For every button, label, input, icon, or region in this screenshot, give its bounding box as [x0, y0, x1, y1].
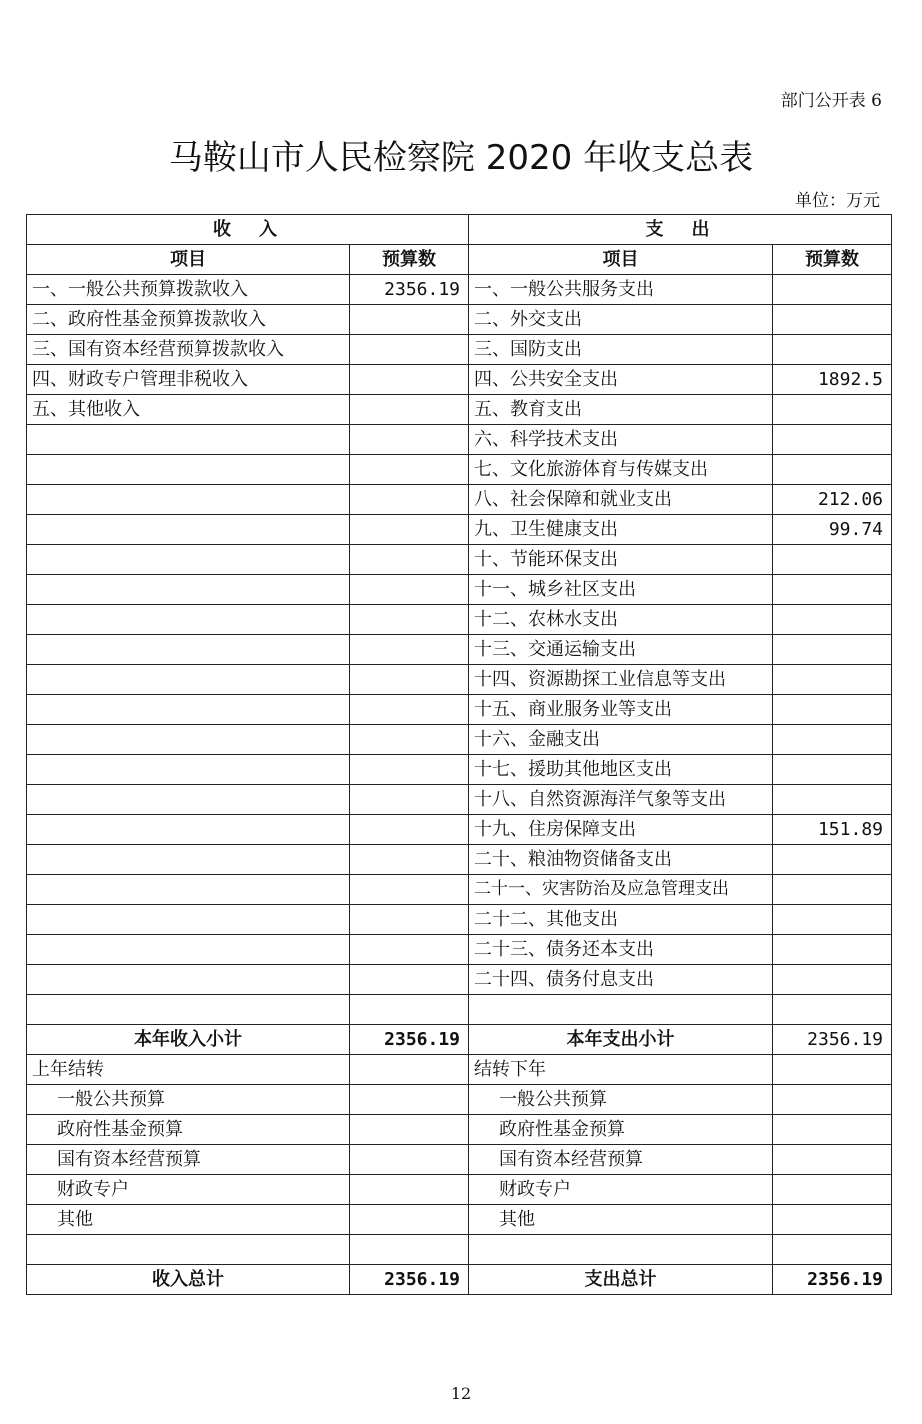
expense-value-cell	[773, 545, 892, 575]
income-item-cell: 五、其他收入	[27, 395, 350, 425]
expense-item-cell: 十四、资源勘探工业信息等支出	[469, 665, 773, 695]
income-section-header: 收入	[27, 215, 469, 245]
income-item-cell	[27, 635, 350, 665]
expense-value-cell	[773, 605, 892, 635]
table-row	[27, 545, 892, 575]
expense-value-cell	[773, 635, 892, 665]
table-row	[27, 425, 892, 455]
expense-value-cell	[773, 785, 892, 815]
income-carry-value	[350, 1055, 469, 1085]
income-item-cell	[27, 815, 350, 845]
expense-carry-item: 政府性基金预算	[469, 1115, 773, 1145]
table-row	[27, 785, 892, 815]
income-value-cell	[350, 575, 469, 605]
income-item-cell	[27, 695, 350, 725]
income-carry-item-value	[350, 1145, 469, 1175]
expense-carry-item-value	[773, 1175, 892, 1205]
table-row	[27, 755, 892, 785]
income-value-cell	[350, 935, 469, 965]
expense-carry-item-value	[773, 1205, 892, 1235]
income-value-cell	[350, 545, 469, 575]
table-row	[27, 665, 892, 695]
expense-value-cell	[773, 305, 892, 335]
income-value-cell: 2356.19	[350, 275, 469, 305]
blank-row	[27, 1235, 892, 1265]
budget-summary-table	[26, 214, 892, 1295]
income-item-cell	[27, 935, 350, 965]
expense-value-cell	[773, 575, 892, 605]
expense-carry-item-value	[773, 1085, 892, 1115]
expense-item-cell: 八、社会保障和就业支出	[469, 485, 773, 515]
income-carry-item-value	[350, 1205, 469, 1235]
income-value-cell	[350, 605, 469, 635]
expense-value-cell	[773, 395, 892, 425]
expense-value-cell	[773, 425, 892, 455]
carry-item-row	[27, 1115, 892, 1145]
expense-value-cell	[773, 455, 892, 485]
expense-value-cell	[773, 725, 892, 755]
blank-cell	[469, 1235, 773, 1265]
income-carry-item: 一般公共预算	[27, 1085, 350, 1115]
expense-value-cell	[773, 845, 892, 875]
expense-carry-item: 一般公共预算	[469, 1085, 773, 1115]
unit-label: 单位：万元	[795, 191, 880, 211]
table-row	[27, 485, 892, 515]
income-item-cell	[27, 725, 350, 755]
expense-value-cell	[773, 755, 892, 785]
expense-subtotal-value: 2356.19	[773, 1025, 892, 1055]
expense-value-cell	[773, 995, 892, 1025]
income-item-cell	[27, 845, 350, 875]
income-item-cell	[27, 575, 350, 605]
income-item-cell	[27, 545, 350, 575]
expense-value-cell	[773, 965, 892, 995]
expense-carry-label: 结转下年	[469, 1055, 773, 1085]
table-row	[27, 905, 892, 935]
income-item-cell	[27, 785, 350, 815]
income-item-cell	[27, 455, 350, 485]
income-item-cell	[27, 755, 350, 785]
income-value-cell	[350, 635, 469, 665]
expense-value-cell	[773, 335, 892, 365]
income-carry-item-value	[350, 1175, 469, 1205]
income-value-cell	[350, 485, 469, 515]
expense-item-cell: 二十二、其他支出	[469, 905, 773, 935]
income-item-cell	[27, 905, 350, 935]
income-carry-item-value	[350, 1085, 469, 1115]
expense-item-cell: 十八、自然资源海洋气象等支出	[469, 785, 773, 815]
income-value-cell	[350, 875, 469, 905]
income-value-cell	[350, 845, 469, 875]
table-row	[27, 335, 892, 365]
expense-carry-item: 财政专户	[469, 1175, 773, 1205]
income-value-cell	[350, 305, 469, 335]
income-value-cell	[350, 785, 469, 815]
table-row	[27, 845, 892, 875]
income-item-header: 项目	[27, 245, 350, 275]
expense-item-cell: 五、教育支出	[469, 395, 773, 425]
income-carry-label: 上年结转	[27, 1055, 350, 1085]
subtotal-row	[27, 1025, 892, 1055]
income-item-cell	[27, 515, 350, 545]
expense-item-cell: 十五、商业服务业等支出	[469, 695, 773, 725]
expense-item-cell: 二十四、债务付息支出	[469, 965, 773, 995]
expense-item-cell: 四、公共安全支出	[469, 365, 773, 395]
income-item-cell: 四、财政专户管理非税收入	[27, 365, 350, 395]
income-value-cell	[350, 425, 469, 455]
income-value-cell	[350, 695, 469, 725]
expense-item-cell	[469, 995, 773, 1025]
expense-item-cell: 二十一、灾害防治及应急管理支出	[469, 875, 773, 905]
expense-item-header: 项目	[469, 245, 773, 275]
table-row	[27, 365, 892, 395]
carry-item-row	[27, 1145, 892, 1175]
table-row	[27, 725, 892, 755]
expense-item-cell: 十二、农林水支出	[469, 605, 773, 635]
table-row	[27, 275, 892, 305]
table-row	[27, 965, 892, 995]
table-row	[27, 395, 892, 425]
income-item-cell	[27, 995, 350, 1025]
expense-item-cell: 十、节能环保支出	[469, 545, 773, 575]
expense-carry-value	[773, 1055, 892, 1085]
income-item-cell	[27, 485, 350, 515]
income-total-value: 2356.19	[350, 1265, 469, 1295]
total-row	[27, 1265, 892, 1295]
income-value-cell	[350, 965, 469, 995]
expense-item-cell: 二十、粮油物资储备支出	[469, 845, 773, 875]
blank-cell	[773, 1235, 892, 1265]
income-value-cell	[350, 365, 469, 395]
table-row	[27, 605, 892, 635]
income-budget-header: 预算数	[350, 245, 469, 275]
income-value-cell	[350, 335, 469, 365]
expense-section-header: 支出	[469, 215, 892, 245]
table-row	[27, 455, 892, 485]
income-item-cell	[27, 605, 350, 635]
expense-item-cell: 十六、金融支出	[469, 725, 773, 755]
income-value-cell	[350, 665, 469, 695]
table-row	[27, 815, 892, 845]
income-item-cell	[27, 665, 350, 695]
table-row	[27, 635, 892, 665]
carry-item-row	[27, 1205, 892, 1235]
page-number: 12	[450, 1384, 472, 1403]
expense-value-cell: 212.06	[773, 485, 892, 515]
expense-item-cell: 九、卫生健康支出	[469, 515, 773, 545]
expense-value-cell	[773, 275, 892, 305]
expense-budget-header: 预算数	[773, 245, 892, 275]
income-item-cell	[27, 875, 350, 905]
expense-value-cell: 1892.5	[773, 365, 892, 395]
income-value-cell	[350, 725, 469, 755]
expense-value-cell	[773, 665, 892, 695]
expense-value-cell	[773, 875, 892, 905]
expense-value-cell: 151.89	[773, 815, 892, 845]
expense-item-cell: 十一、城乡社区支出	[469, 575, 773, 605]
expense-item-cell: 二、外交支出	[469, 305, 773, 335]
expense-item-cell: 六、科学技术支出	[469, 425, 773, 455]
income-value-cell	[350, 905, 469, 935]
income-item-cell	[27, 965, 350, 995]
expense-item-cell: 三、国防支出	[469, 335, 773, 365]
table-row	[27, 875, 892, 905]
income-value-cell	[350, 815, 469, 845]
expense-subtotal-label: 本年支出小计	[469, 1025, 773, 1055]
column-header-row	[27, 245, 892, 275]
expense-carry-item-value	[773, 1145, 892, 1175]
income-carry-item: 国有资本经营预算	[27, 1145, 350, 1175]
income-item-cell: 三、国有资本经营预算拨款收入	[27, 335, 350, 365]
expense-value-cell	[773, 695, 892, 725]
table-row	[27, 995, 892, 1025]
income-carry-item: 其他	[27, 1205, 350, 1235]
expense-value-cell: 99.74	[773, 515, 892, 545]
table-row	[27, 935, 892, 965]
expense-item-cell: 十三、交通运输支出	[469, 635, 773, 665]
income-carry-item-value	[350, 1115, 469, 1145]
blank-cell	[350, 1235, 469, 1265]
expense-item-cell: 二十三、债务还本支出	[469, 935, 773, 965]
income-carry-item: 财政专户	[27, 1175, 350, 1205]
expense-total-value: 2356.19	[773, 1265, 892, 1295]
expense-carry-item-value	[773, 1115, 892, 1145]
expense-item-cell: 七、文化旅游体育与传媒支出	[469, 455, 773, 485]
blank-cell	[27, 1235, 350, 1265]
income-item-cell: 二、政府性基金预算拨款收入	[27, 305, 350, 335]
section-header-row	[27, 215, 892, 245]
carry-item-row	[27, 1175, 892, 1205]
table-row	[27, 515, 892, 545]
expense-value-cell	[773, 905, 892, 935]
income-total-label: 收入总计	[27, 1265, 350, 1295]
expense-item-cell: 十七、援助其他地区支出	[469, 755, 773, 785]
expense-carry-item: 国有资本经营预算	[469, 1145, 773, 1175]
income-value-cell	[350, 755, 469, 785]
page-title: 马鞍山市人民检察院 2020 年收支总表	[168, 138, 754, 178]
table-row	[27, 695, 892, 725]
form-number: 部门公开表 6	[780, 91, 882, 111]
expense-value-cell	[773, 935, 892, 965]
income-item-cell: 一、一般公共预算拨款收入	[27, 275, 350, 305]
carry-header-row	[27, 1055, 892, 1085]
expense-item-cell: 一、一般公共服务支出	[469, 275, 773, 305]
expense-item-cell: 十九、住房保障支出	[469, 815, 773, 845]
income-value-cell	[350, 995, 469, 1025]
income-value-cell	[350, 455, 469, 485]
expense-carry-item: 其他	[469, 1205, 773, 1235]
income-carry-item: 政府性基金预算	[27, 1115, 350, 1145]
expense-total-label: 支出总计	[469, 1265, 773, 1295]
table-row	[27, 305, 892, 335]
income-item-cell	[27, 425, 350, 455]
income-subtotal-label: 本年收入小计	[27, 1025, 350, 1055]
carry-item-row	[27, 1085, 892, 1115]
table-row	[27, 575, 892, 605]
income-value-cell	[350, 515, 469, 545]
income-value-cell	[350, 395, 469, 425]
income-subtotal-value: 2356.19	[350, 1025, 469, 1055]
